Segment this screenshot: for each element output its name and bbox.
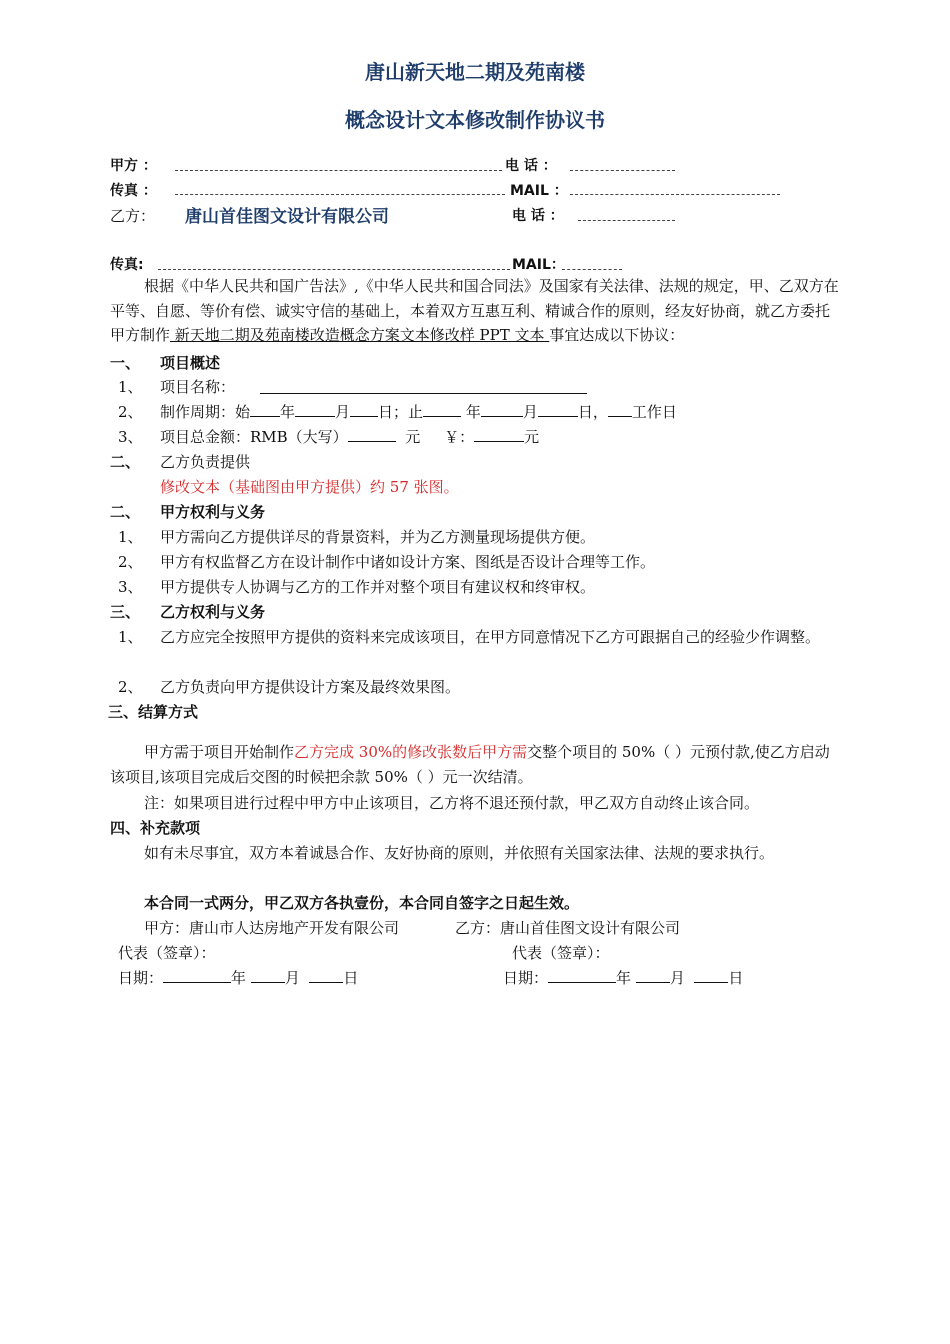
party-b-name: 唐山首佳图文设计有限公司 bbox=[185, 207, 389, 227]
representative-a: 代表（签章）： bbox=[118, 944, 216, 962]
signature-party-b: 乙方：唐山首佳图文设计有限公司 bbox=[455, 919, 681, 937]
project-name-field[interactable] bbox=[260, 393, 587, 394]
section3-number: 二、 bbox=[110, 503, 141, 521]
party-b-label: 乙方： bbox=[110, 207, 156, 225]
total-amount: 项目总金额：RMB（大写） 元 ￥： 元 bbox=[160, 428, 540, 446]
settlement-paragraph: 甲方需于项目开始制作乙方完成 30%的修改张数后甲方需交整个项目的 50%（ ）元预付款,使乙方启动该项目,该项目完成后交图的时候把余款 50%（ ）元一次结清。 bbox=[110, 743, 830, 786]
section3-heading: 甲方权利与义务 bbox=[160, 503, 266, 521]
phone-field-b[interactable] bbox=[578, 220, 675, 221]
s4-item2-text: 乙方负责向甲方提供设计方案及最终效果图。 bbox=[160, 678, 461, 696]
s4-item2-number: 2、 bbox=[118, 678, 143, 696]
section5-heading: 三、结算方式 bbox=[108, 703, 199, 721]
s3-item-text: 甲方提供专人协调与乙方的工作并对整个项目有建议权和终审权。 bbox=[160, 578, 596, 596]
section4-heading: 乙方权利与义务 bbox=[160, 603, 266, 621]
party-a-label: 甲方 ： bbox=[110, 158, 157, 174]
s3-item-text: 甲方有权监督乙方在设计制作中诸如设计方案、图纸是否设计合理等工作。 bbox=[160, 553, 656, 571]
mail-label-b: MAIL： bbox=[512, 257, 565, 273]
settlement-condition: 乙方完成 30%的修改张数后甲方需 bbox=[294, 743, 528, 761]
settlement-note: 注：如果项目进行过程中甲方中止该项目，乙方将不退还预付款，甲乙双方自动终止该合同。 bbox=[144, 794, 760, 812]
mail-field[interactable] bbox=[570, 194, 780, 195]
mail-label: MAIL ： bbox=[510, 183, 568, 199]
production-period: 制作周期：始 年 月 日；止 年 月 日， 工作日 bbox=[160, 403, 677, 421]
representative-b: 代表（签章）： bbox=[512, 944, 610, 962]
mail-field-b[interactable] bbox=[562, 269, 622, 270]
intro-paragraph: 根据《中华人民共和国广告法》,《中华人民共和国合同法》及国家有关法律、法规的规定，甲、乙双方在平等、自愿、等价有偿、诚实守信的基础上，本着双方互惠互利、精诚合作的原则，经友好协商，就乙方委托甲方制作 新天地二期及苑南楼改造概念方案文本修改样 PPT 文本 事宜达成以下协议： bbox=[110, 277, 839, 344]
section2-content: 修改文本（基础图由甲方提供）约 57 张图。 bbox=[160, 478, 459, 496]
fax-label: 传真 ： bbox=[110, 183, 157, 199]
section1-number: 一、 bbox=[110, 354, 141, 372]
item1-number: 1、 bbox=[118, 378, 143, 396]
signature-party-a: 甲方：唐山市人达房地产开发有限公司 bbox=[144, 919, 400, 937]
section6-heading: 四、补充款项 bbox=[110, 819, 201, 837]
s4-item1: 1、 乙方应完全按照甲方提供的资料来完成该项目，在甲方同意情况下乙方可跟据自己的经验少作调整。 bbox=[118, 628, 821, 646]
date-a: 日期： 年 月 日 bbox=[118, 969, 359, 987]
document-title: 唐山新天地二期及苑南楼 bbox=[365, 60, 585, 84]
item2-number: 2、 bbox=[118, 403, 143, 421]
phone-label: 电 话 ： bbox=[505, 158, 557, 174]
s3-item-number: 2、 bbox=[118, 553, 143, 571]
fax-field-b[interactable] bbox=[158, 269, 510, 270]
section4-number: 三、 bbox=[110, 603, 141, 621]
s3-item-number: 3、 bbox=[118, 578, 143, 596]
date-b: 日期： 年 月 日 bbox=[503, 969, 744, 987]
section2-number: 二、 bbox=[110, 453, 141, 471]
fax-label-b: 传真: bbox=[110, 257, 144, 273]
s3-item-number: 1、 bbox=[118, 528, 143, 546]
s3-item-text: 甲方需向乙方提供详尽的背景资料，并为乙方测量现场提供方便。 bbox=[160, 528, 596, 546]
closing-statement: 本合同一式两分，甲乙双方各执壹份，本合同自签字之日起生效。 bbox=[144, 894, 580, 912]
item3-number: 3、 bbox=[118, 428, 143, 446]
item1-label: 项目名称： bbox=[160, 378, 236, 396]
section6-text: 如有未尽事宜，双方本着诚恳合作、友好协商的原则，并依照有关国家法律、法规的要求执行。 bbox=[144, 844, 775, 862]
phone-field[interactable] bbox=[570, 170, 675, 171]
phone-label-b: 电 话 ： bbox=[512, 208, 564, 224]
section2-heading: 乙方负责提供 bbox=[160, 453, 251, 471]
project-name-underlined: 新天地二期及苑南楼改造概念方案文本修改样 PPT 文本 bbox=[170, 326, 550, 344]
document-subtitle: 概念设计文本修改制作协议书 bbox=[345, 108, 605, 132]
section1-heading: 项目概述 bbox=[160, 354, 221, 372]
party-a-field[interactable] bbox=[175, 170, 502, 171]
fax-field[interactable] bbox=[175, 194, 505, 195]
